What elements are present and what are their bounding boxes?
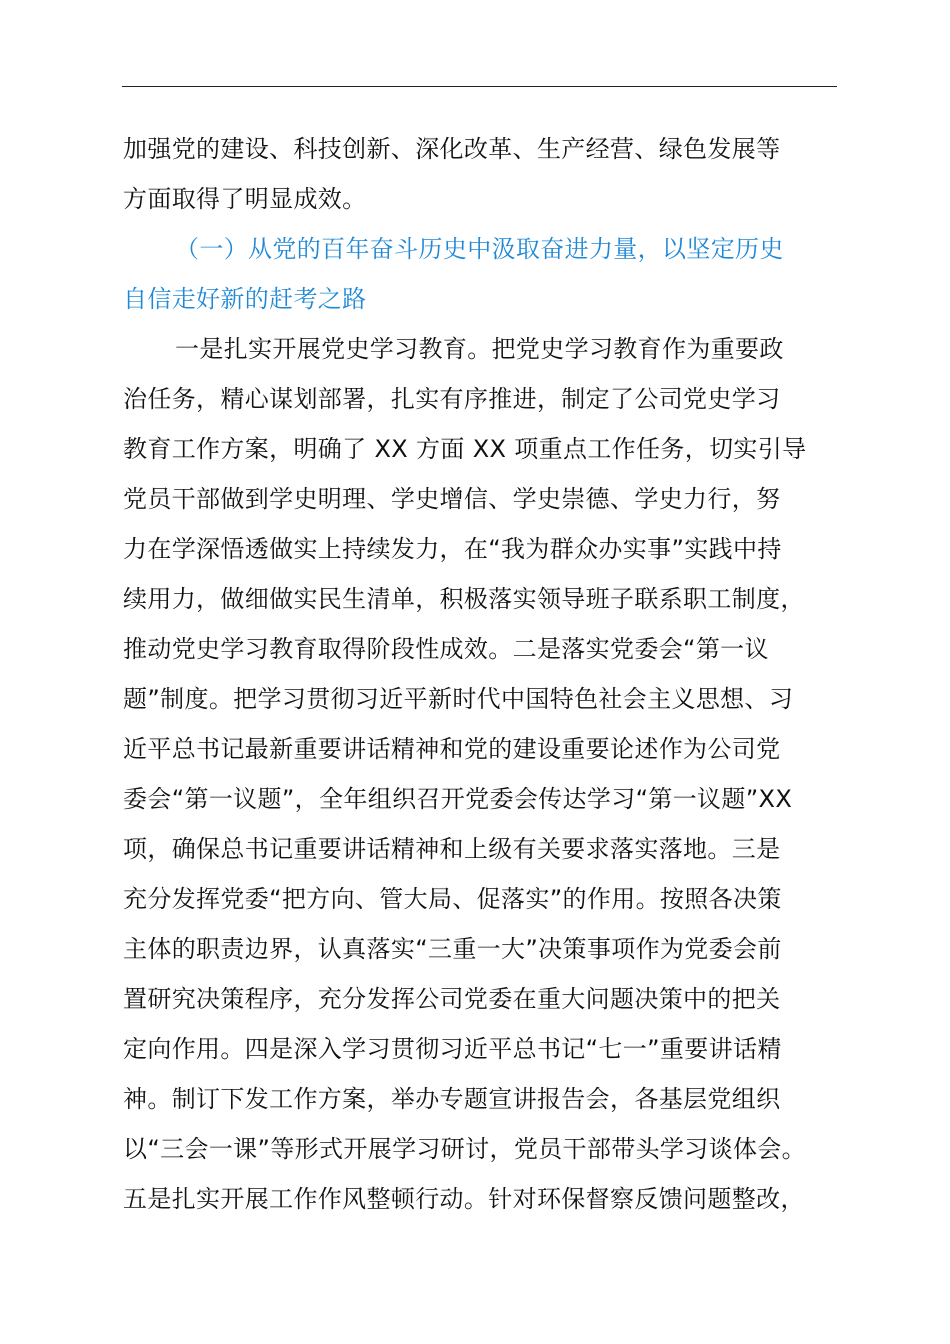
body-line: 推动党史学习教育取得阶段性成效。二是落实党委会“第一议 (123, 635, 769, 663)
body-line: 充分发挥党委“把方向、管大局、促落实”的作用。按照各决策 (123, 885, 782, 913)
header-rule (122, 86, 837, 87)
body-line: 续用力，做细做实民生清单，积极落实领导班子联系职工制度， (123, 585, 805, 613)
body-line: 教育工作方案，明确了 XX 方面 XX 项重点工作任务，切实引导 (123, 435, 807, 463)
body-line: 主体的职责边界，认真落实“三重一大”决策事项作为党委会前 (123, 935, 782, 963)
body-line: 加强党的建设、科技创新、深化改革、生产经营、绿色发展等 (123, 135, 781, 163)
section-heading-line: （一）从党的百年奋斗历史中汲取奋进力量，以坚定历史 (175, 235, 784, 263)
body-line: 神。制订下发工作方案，举办专题宣讲报告会，各基层党组织 (123, 1085, 781, 1113)
body-line: 项，确保总书记重要讲话精神和上级有关要求落实落地。三是 (123, 835, 781, 863)
body-line: 委会“第一议题”，全年组织召开党委会传达学习“第一议题”XX (123, 785, 793, 813)
body-line: 近平总书记最新重要讲话精神和党的建设重要论述作为公司党 (123, 735, 781, 763)
body-line: 一是扎实开展党史学习教育。把党史学习教育作为重要政 (175, 335, 784, 363)
body-line: 治任务，精心谋划部署，扎实有序推进，制定了公司党史学习 (123, 385, 781, 413)
body-line: 置研究决策程序，充分发挥公司党委在重大问题决策中的把关 (123, 985, 781, 1013)
document-body (123, 124, 863, 1224)
body-line: 定向作用。四是深入学习贯彻习近平总书记“七一”重要讲话精 (123, 1035, 782, 1063)
body-line: 题”制度。把学习贯彻习近平新时代中国特色社会主义思想、习 (123, 685, 794, 713)
body-line: 以“三会一课”等形式开展学习研讨，党员干部带头学习谈体会。 (123, 1135, 807, 1163)
body-line: 党员干部做到学史明理、学史增信、学史崇德、学史力行，努 (123, 485, 781, 513)
body-line: 力在学深悟透做实上持续发力，在“我为群众办实事”实践中持 (123, 535, 782, 563)
body-line: 五是扎实开展工作作风整顿行动。针对环保督察反馈问题整改， (123, 1185, 805, 1213)
body-line: 方面取得了明显成效。 (123, 185, 367, 213)
section-heading-line: 自信走好新的赶考之路 (123, 285, 367, 313)
